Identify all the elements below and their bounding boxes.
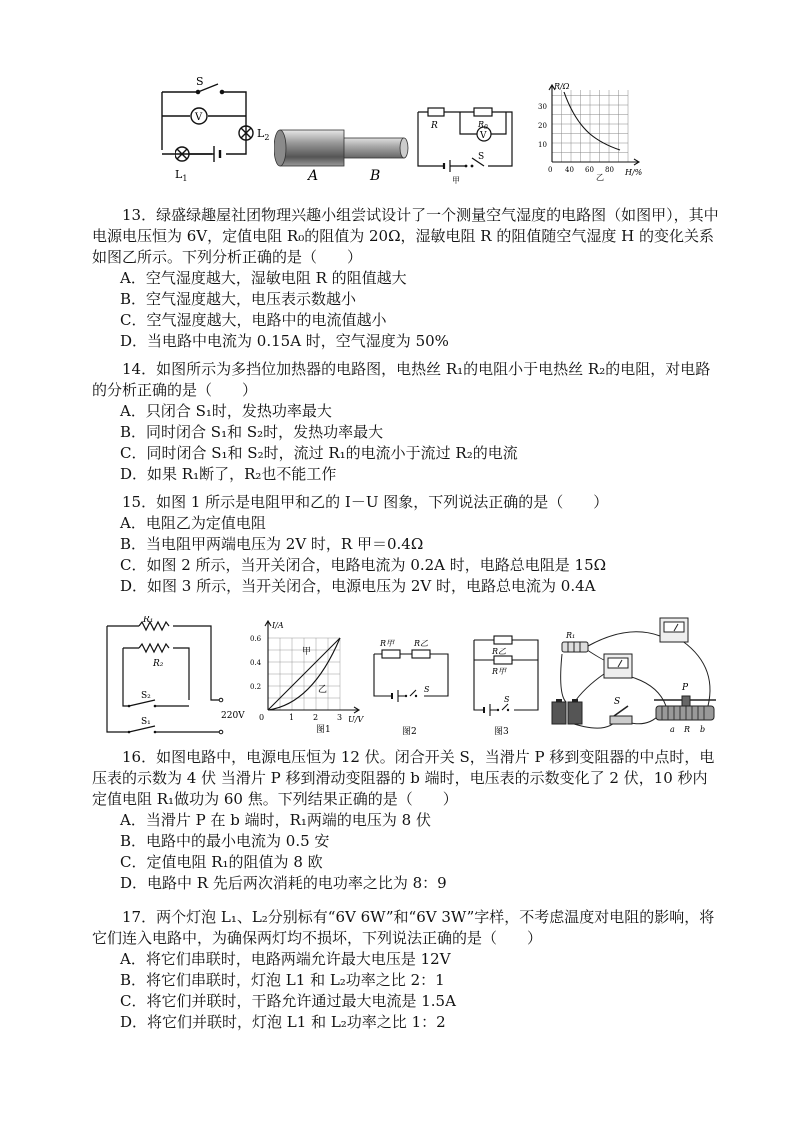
resistor-r1	[562, 642, 588, 652]
voltmeter-label: V	[195, 112, 203, 123]
question-14-option-b: B．同时闭合 S₁和 S₂时，发热功率最大	[120, 423, 384, 441]
jia-voltmeter-label: V	[480, 131, 487, 141]
jia-r-label: R	[431, 121, 438, 131]
jia-r0-label: $R_0$	[478, 120, 488, 131]
heater-circuit-figure	[103, 616, 253, 738]
rod-figure	[274, 122, 414, 186]
fig2-caption: 图2	[402, 727, 417, 736]
yi-ytick-10: 10	[538, 141, 547, 149]
question-17	[92, 907, 722, 1033]
iu-ylabel: I/A	[272, 621, 284, 630]
question-15-option-d: D．如图 3 所示，当开关闭合，电源电压为 2V 时，电路总电流为 0.4A	[120, 577, 596, 595]
question-17-option-a: A．将它们串联时，电路两端允许最大电压是 12V	[120, 950, 451, 968]
slide-rheostat	[654, 696, 716, 720]
heater-voltage-label: 220V	[221, 711, 245, 721]
question-16-option-d: D．电路中 R 先后两次消耗的电功率之比为 8：9	[120, 874, 447, 892]
apparatus-b-label: b	[700, 725, 706, 734]
question-14-option-d: D．如果 R₁断了，R₂也不能工作	[120, 465, 337, 483]
humidity-circuit-jia	[410, 100, 522, 190]
iu-ytick-0.4: 0.4	[250, 659, 262, 667]
iu-jia-label: 甲	[302, 647, 312, 657]
heater-r2-label: R₂	[153, 659, 164, 669]
question-15-option-c: C．如图 2 所示，当开关闭合，电路电流为 0.2A 时，电路总电阻是 15Ω	[120, 556, 607, 574]
question-13-option-c: C．空气湿度越大，电路中的电流值越小	[120, 311, 387, 329]
fig2-ryi-label: R乙	[414, 639, 429, 648]
iu-graph-figure	[250, 618, 370, 738]
question-13-option-a: A．空气湿度越大，湿敏电阻 R 的阻值越大	[120, 269, 407, 287]
apparatus-r1-label: R₁	[566, 631, 576, 640]
fig3-switch-label: S	[504, 695, 510, 704]
parallel-circuit-fig3	[468, 630, 548, 736]
iu-xlabel: U/V	[348, 715, 364, 724]
iu-xtick-1: 1	[289, 713, 295, 722]
humidity-graph-yi	[530, 80, 650, 184]
apparatus-p-label: P	[682, 683, 689, 693]
humidity-resistance-curve	[564, 92, 620, 150]
heater-r1-label: R₁	[143, 616, 154, 625]
question-15	[92, 492, 722, 597]
question-16-option-c: C．定值电阻 R₁的阻值为 8 欧	[120, 853, 323, 871]
fig2-switch-label: S	[424, 685, 430, 694]
lamp-circuit-figure	[156, 74, 280, 182]
question-16-option-b: B．电路中的最小电流为 0.5 安	[120, 832, 330, 850]
switch-s-label: S	[196, 75, 204, 88]
question-15-option-a: A．电阻乙为定值电阻	[120, 514, 266, 532]
iu-origin: 0	[259, 713, 265, 722]
yi-ylabel: R/Ω	[554, 82, 570, 91]
rod-a-label: A	[308, 168, 319, 184]
question-13-option-d: D．当电路中电流为 0.15A 时，空气湿度为 50%	[120, 332, 449, 350]
apparatus-s-label: S	[614, 697, 621, 707]
apparatus-r-label: R	[684, 725, 691, 734]
question-16-option-a: A．当滑片 P 在 b 端时，R₁两端的电压为 8 伏	[120, 811, 431, 829]
yi-xtick-80: 80	[605, 166, 614, 174]
yi-ytick-30: 30	[538, 103, 547, 111]
lamp-l1-label: $L_1$	[175, 168, 188, 182]
question-14	[92, 359, 722, 485]
question-14-option-a: A．只闭合 S₁时，发热功率最大	[120, 402, 332, 420]
question-17-stem: 17．两个灯泡 L₁、L₂分别标有“6V 6W”和“6V 3W”字样，不考虑温度对电阻的影响，将它们连入电路中，为确保两灯均不损坏，下列说法正确的是（ ）	[92, 908, 715, 947]
yi-origin: 0	[548, 166, 553, 174]
lamp-l2-label: $L_2$	[257, 127, 270, 142]
fig3-caption: 图3	[494, 727, 509, 736]
question-16	[92, 747, 722, 894]
jia-switch-label: S	[478, 152, 485, 162]
question-14-stem: 14．如图所示为多挡位加热器的电路图，电热丝 R₁的电阻小于电热丝 R₂的电阻，对电路的分析正确的是（ ）	[92, 360, 711, 399]
fig2-rjia-label: R甲	[380, 639, 395, 648]
question-15-option-b: B．当电阻甲两端电压为 2V 时，R 甲＝0.4Ω	[120, 535, 424, 553]
question-13-option-b: B．空气湿度越大，电压表示数越小	[120, 290, 357, 308]
question-13	[92, 205, 722, 352]
question-17-option-c: C．将它们并联时，干路允许通过最大电流是 1.5A	[120, 992, 456, 1010]
yi-caption: 乙	[596, 173, 604, 182]
yi-xlabel: H/%	[625, 168, 643, 177]
iu-caption: 图1	[316, 725, 331, 735]
question-14-option-c: C．同时闭合 S₁和 S₂时，流过 R₁的电流小于流过 R₂的电流	[120, 444, 518, 462]
heater-s2-label: S₂	[141, 691, 151, 701]
yi-ytick-20: 20	[538, 122, 547, 130]
iu-ytick-0.6: 0.6	[250, 635, 262, 643]
question-17-option-b: B．将它们串联时，灯泡 L1 和 L₂功率之比 2：1	[120, 971, 445, 989]
question-15-stem: 15．如图 1 所示是电阻甲和乙的 I－U 图象，下列说法正确的是（ ）	[122, 493, 609, 511]
series-circuit-fig2	[368, 630, 458, 736]
question-13-stem: 13．绿盛绿趣屋社团物理兴趣小组尝试设计了一个测量空气湿度的电路图（如图甲），其中电源电压恒为 6V，定值电阻 R₀的阻值为 20Ω，湿敏电阻 R 的阻值随空气湿度 H 的变化关系如图乙所示。下列分析正确的是（ ）	[92, 206, 719, 266]
yi-xtick-60: 60	[585, 166, 594, 174]
question-16-stem: 16．如图电路中，电源电压恒为 12 伏。闭合开关 S，当滑片 P 移到变阻器的中点时，电压表的示数为 4 伏 当滑片 P 移到滑动变阻器的 b 端时，电压表的示数变化了 2 伏，10 秒内定值电阻 R₁做功为 60 焦。下列结果正确的是（ ）	[92, 748, 715, 808]
iu-xtick-3: 3	[337, 713, 343, 722]
apparatus-figure	[548, 614, 722, 738]
voltmeter-device	[660, 618, 688, 642]
heater-s1-label: S₁	[141, 717, 151, 727]
question-17-option-d: D．将它们并联时，灯泡 L1 和 L₂功率之比 1：2	[120, 1013, 446, 1031]
iu-ytick-0.2: 0.2	[250, 683, 262, 691]
fig3-ryi-label: R乙	[492, 647, 507, 656]
apparatus-a-label: a	[670, 725, 675, 734]
iu-xtick-2: 2	[313, 713, 319, 722]
knife-switch	[610, 706, 632, 724]
ammeter-device	[604, 654, 632, 678]
fig3-rjia-label: R甲	[492, 667, 507, 676]
battery-device	[552, 699, 582, 724]
jia-caption: 甲	[452, 176, 460, 185]
yi-xtick-40: 40	[565, 166, 574, 174]
iu-yi-label: 乙	[318, 685, 328, 695]
rod-b-label: B	[370, 168, 381, 184]
